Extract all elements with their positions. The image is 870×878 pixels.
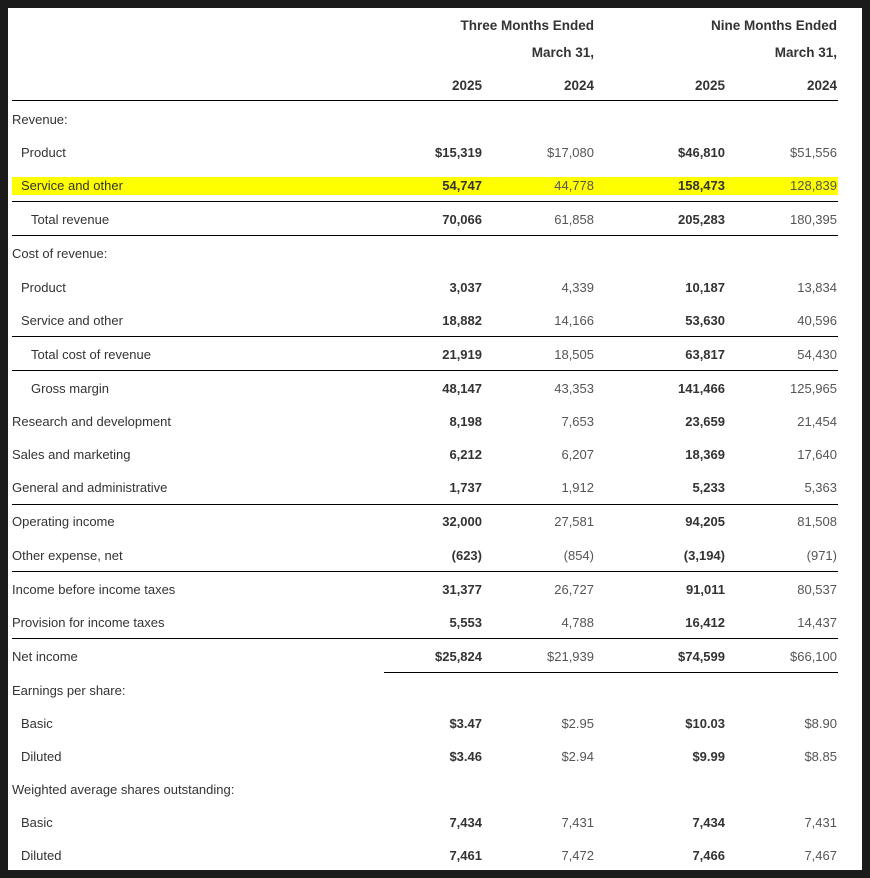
row-label: Basic (21, 716, 53, 731)
cell-q-2025: $15,319 (435, 145, 482, 160)
cell-q-2025: $25,824 (435, 649, 482, 664)
divider-total-revenue (12, 235, 838, 236)
cell-q-2025: 7,434 (449, 815, 482, 830)
header-year-q-2024: 2024 (563, 78, 594, 93)
cell-q-2024: 44,778 (554, 178, 594, 193)
row-cost-heading (8, 244, 862, 264)
row-revenue-service (8, 176, 862, 196)
cell-9m-2024: 21,454 (797, 414, 837, 429)
cell-9m-2025: 158,473 (678, 178, 725, 193)
row-cost-product (8, 278, 862, 298)
row-gross-margin (8, 379, 862, 399)
row-label: Other expense, net (12, 548, 123, 563)
row-research-development (8, 412, 862, 432)
row-label: Revenue: (12, 112, 68, 127)
cell-9m-2024: 54,430 (797, 347, 837, 362)
cell-q-2025: 6,212 (449, 447, 482, 462)
row-shares-diluted (8, 846, 862, 866)
row-operating-income (8, 512, 862, 532)
row-label: Product (21, 280, 66, 295)
cell-9m-2024: 40,596 (797, 313, 837, 328)
divider-net-income-underline (384, 672, 838, 673)
row-label: Provision for income taxes (12, 615, 165, 630)
cell-q-2024: 27,581 (554, 514, 594, 529)
cell-9m-2025: (3,194) (683, 548, 725, 563)
cell-q-2024: 6,207 (561, 447, 594, 462)
row-label: Sales and marketing (12, 447, 131, 462)
cell-9m-2024: 125,965 (790, 381, 837, 396)
divider-operating-income (12, 504, 838, 505)
cell-9m-2025: $74,599 (678, 649, 725, 664)
row-label: Basic (21, 815, 53, 830)
cell-9m-2024: 7,467 (804, 848, 837, 863)
cell-9m-2024: 17,640 (797, 447, 837, 462)
row-label: Income before income taxes (12, 582, 176, 597)
header-nine-months-line1: Nine Months Ended (711, 18, 837, 33)
row-total-cost (8, 345, 862, 365)
row-label: Earnings per share: (12, 683, 126, 698)
row-shares-basic (8, 813, 862, 833)
divider-cost-total (12, 336, 838, 337)
divider-gross-margin (12, 370, 838, 371)
cell-q-2024: 7,431 (561, 815, 594, 830)
divider-net-income (12, 638, 838, 639)
cell-q-2025: 8,198 (449, 414, 482, 429)
row-cost-service (8, 311, 862, 331)
cell-q-2025: 5,553 (449, 615, 482, 630)
cell-q-2025: 48,147 (442, 381, 482, 396)
cell-9m-2025: 53,630 (685, 313, 725, 328)
cell-9m-2024: 80,537 (797, 582, 837, 597)
row-revenue-product (8, 143, 862, 163)
row-eps-basic (8, 714, 862, 734)
cell-q-2024: $21,939 (547, 649, 594, 664)
cell-q-2025: 32,000 (442, 514, 482, 529)
row-label: Net income (12, 649, 78, 664)
cell-9m-2024: $8.85 (804, 749, 837, 764)
divider-income-before-taxes (12, 571, 838, 572)
header-nine-months-line2: March 31, (774, 45, 837, 60)
cell-q-2025: 1,737 (449, 480, 482, 495)
cell-9m-2024: $8.90 (804, 716, 837, 731)
cell-9m-2024: $51,556 (790, 145, 837, 160)
cell-9m-2024: 81,508 (797, 514, 837, 529)
divider-revenue-total (12, 201, 838, 202)
cell-9m-2025: 18,369 (685, 447, 725, 462)
cell-q-2025: 18,882 (442, 313, 482, 328)
row-label: General and administrative (12, 480, 168, 495)
row-label: Service and other (21, 178, 123, 193)
cell-9m-2025: $46,810 (678, 145, 725, 160)
cell-q-2024: 43,353 (554, 381, 594, 396)
row-sales-marketing (8, 445, 862, 465)
cell-9m-2025: 7,466 (692, 848, 725, 863)
header-three-months-line1: Three Months Ended (460, 18, 594, 33)
cell-q-2024: 7,653 (561, 414, 594, 429)
cell-q-2024: 4,788 (561, 615, 594, 630)
cell-9m-2025: 16,412 (685, 615, 725, 630)
cell-q-2024: 14,166 (554, 313, 594, 328)
cell-9m-2024: 128,839 (790, 178, 837, 193)
cell-q-2025: (623) (451, 548, 482, 563)
cell-q-2025: $3.47 (449, 716, 482, 731)
row-income-before-taxes (8, 580, 862, 600)
row-label: Weighted average shares outstanding: (12, 782, 235, 797)
cell-q-2025: $3.46 (449, 749, 482, 764)
cell-9m-2024: (971) (806, 548, 837, 563)
row-eps-diluted (8, 747, 862, 767)
cell-q-2025: 21,919 (442, 347, 482, 362)
cell-q-2024: 26,727 (554, 582, 594, 597)
cell-q-2024: 4,339 (561, 280, 594, 295)
cell-9m-2025: 94,205 (685, 514, 725, 529)
row-label: Operating income (12, 514, 115, 529)
cell-q-2024: $2.94 (561, 749, 594, 764)
header-three-months-line2: March 31, (531, 45, 594, 60)
header-year-q-2025: 2025 (451, 78, 482, 93)
cell-9m-2025: 141,466 (678, 381, 725, 396)
row-eps-heading (8, 681, 862, 701)
row-label: Total revenue (31, 212, 110, 227)
header-year-9m-2025: 2025 (694, 78, 725, 93)
row-total-revenue (8, 210, 862, 230)
cell-q-2025: 70,066 (442, 212, 482, 227)
cell-9m-2024: $66,100 (790, 649, 837, 664)
cell-q-2024: (854) (563, 548, 594, 563)
cell-9m-2024: 5,363 (804, 480, 837, 495)
cell-9m-2025: 23,659 (685, 414, 725, 429)
row-revenue-heading (8, 110, 862, 130)
row-label: Diluted (21, 749, 62, 764)
row-label: Diluted (21, 848, 62, 863)
income-statement-panel (8, 8, 862, 870)
row-label: Gross margin (31, 381, 110, 396)
cell-9m-2024: 14,437 (797, 615, 837, 630)
row-label: Service and other (21, 313, 123, 328)
cell-q-2024: $2.95 (561, 716, 594, 731)
row-provision-taxes (8, 613, 862, 633)
row-net-income (8, 647, 862, 667)
cell-9m-2025: 63,817 (685, 347, 725, 362)
cell-9m-2024: 7,431 (804, 815, 837, 830)
cell-q-2024: 7,472 (561, 848, 594, 863)
cell-q-2024: $17,080 (547, 145, 594, 160)
header-year-9m-2024: 2024 (806, 78, 837, 93)
row-label: Product (21, 145, 66, 160)
cell-q-2024: 18,505 (554, 347, 594, 362)
cell-9m-2025: 10,187 (685, 280, 725, 295)
row-other-expense (8, 546, 862, 566)
cell-q-2025: 7,461 (449, 848, 482, 863)
row-label: Total cost of revenue (31, 347, 151, 362)
cell-9m-2025: 205,283 (678, 212, 725, 227)
row-shares-heading (8, 780, 862, 800)
cell-q-2024: 1,912 (561, 480, 594, 495)
cell-q-2024: 61,858 (554, 212, 594, 227)
cell-q-2025: 54,747 (442, 178, 482, 193)
cell-9m-2025: 91,011 (685, 582, 725, 597)
cell-9m-2025: $10.03 (685, 716, 725, 731)
row-label: Cost of revenue: (12, 246, 108, 261)
cell-q-2025: 3,037 (449, 280, 482, 295)
cell-9m-2024: 180,395 (790, 212, 837, 227)
row-general-administrative (8, 478, 862, 498)
row-label: Research and development (12, 414, 171, 429)
cell-q-2025: 31,377 (442, 582, 482, 597)
cell-9m-2025: $9.99 (692, 749, 725, 764)
cell-9m-2025: 7,434 (692, 815, 725, 830)
cell-9m-2024: 13,834 (797, 280, 837, 295)
header-divider (12, 100, 838, 101)
cell-9m-2025: 5,233 (692, 480, 725, 495)
